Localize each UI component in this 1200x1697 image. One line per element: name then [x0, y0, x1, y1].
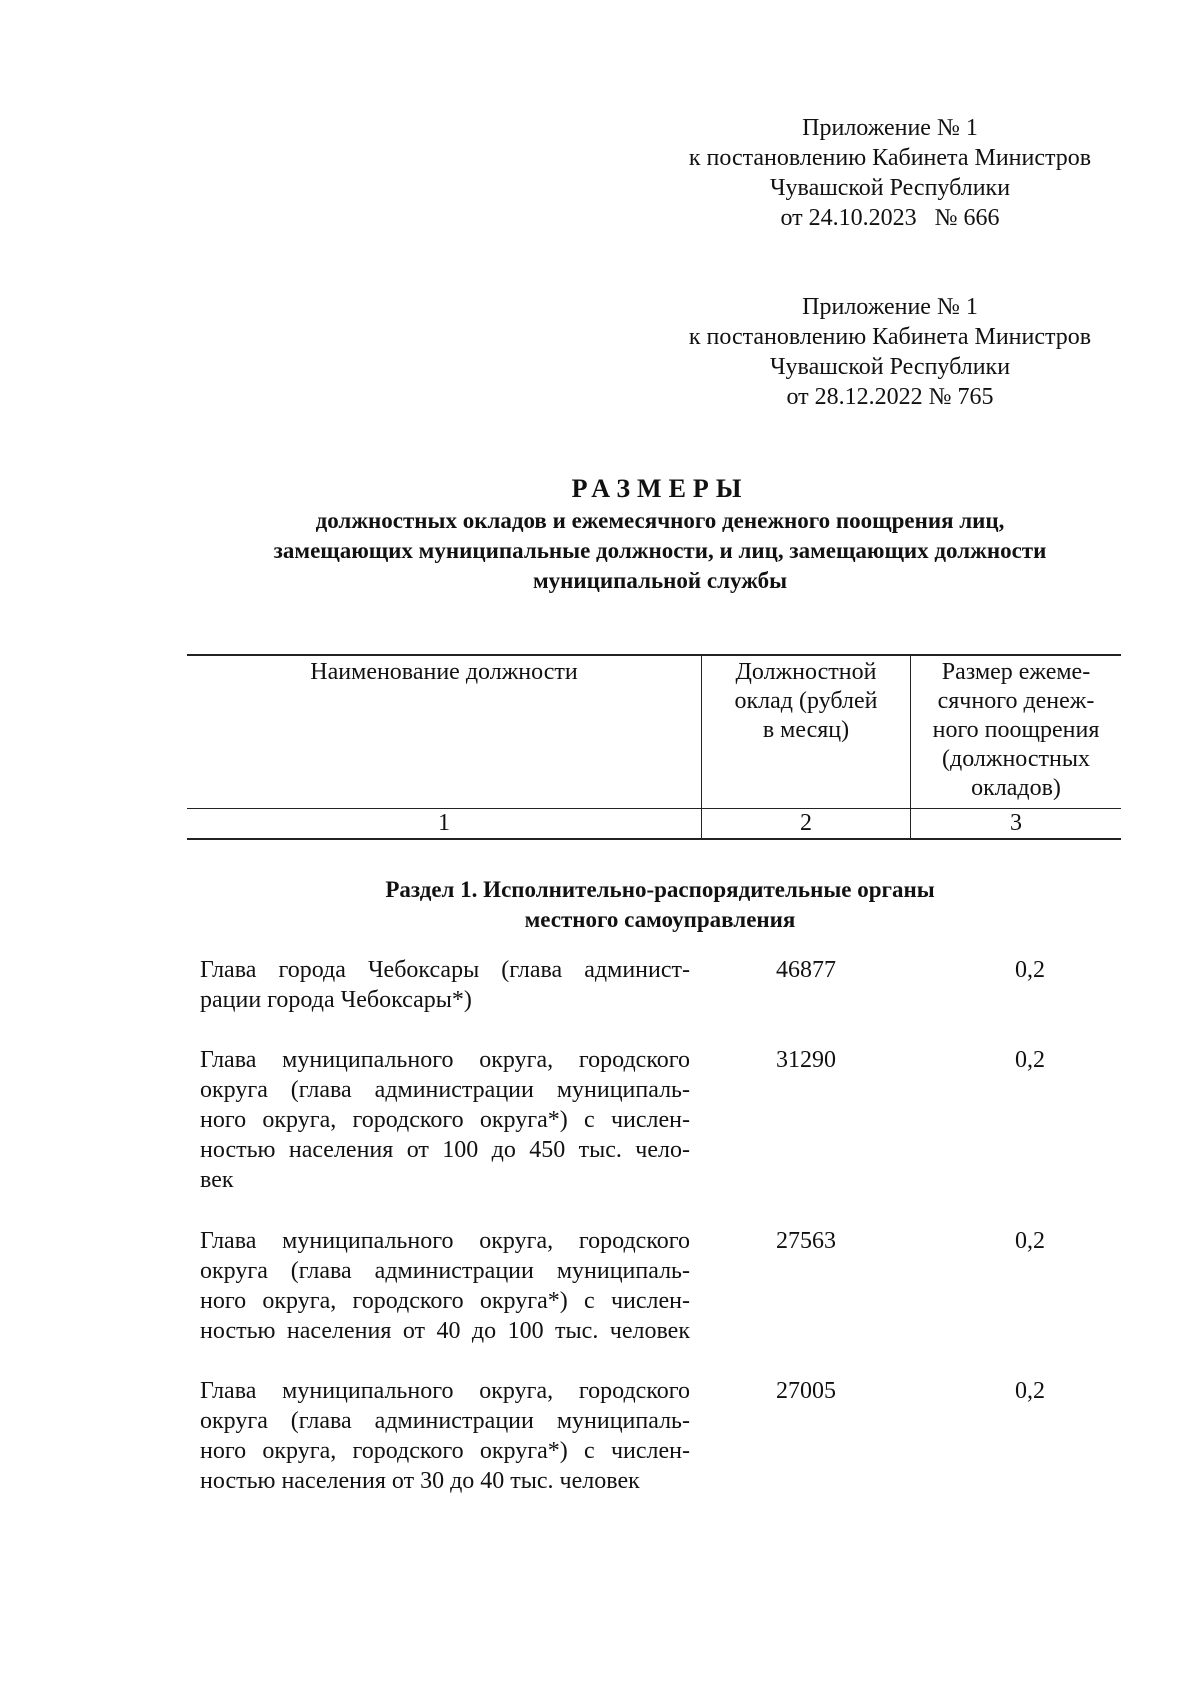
appendix-line: от 24.10.2023 № 666 — [780, 205, 1000, 231]
row-name-line: Глава муниципального округа, городского — [200, 1047, 690, 1073]
row-name-line: Глава муниципального округа, городского — [200, 1228, 690, 1254]
section-title: Раздел 1. Исполнительно-распорядительные органы местного самоуправления — [385, 877, 935, 932]
row-name-line: ного округа, городского округа*) с числен- — [200, 1107, 690, 1133]
row-position-name — [200, 1376, 690, 1496]
row-name-line: Глава муниципального округа, городского — [200, 1378, 690, 1404]
row-name-line: округа (глава администрации муниципаль- — [200, 1408, 690, 1434]
title-subtitle: должностных окладов и ежемесячного денежного поощрения лиц, замещающих муниципальные должности, и лиц, замещающих должности муниципальной службы — [273, 508, 1047, 593]
row-name-line: ного округа, городского округа*) с числен- — [200, 1438, 690, 1464]
row-name-line: Глава города Чебоксары (глава админист- — [200, 957, 690, 983]
header-position-name: Наименование должности — [187, 655, 702, 809]
appendix-current-header — [660, 113, 1120, 233]
appendix-line: Чувашской Республики — [769, 354, 1011, 380]
row-name-line: округа (глава администрации муниципаль- — [200, 1258, 690, 1284]
row-name-line: ного округа, городского округа*) с числен- — [200, 1288, 690, 1314]
row-name-line: округа (глава администрации муниципаль- — [200, 1077, 690, 1103]
row-bonus: 0,2 — [1015, 1378, 1045, 1404]
row-salary: 31290 — [776, 1047, 836, 1073]
table-column-numbers — [187, 809, 1121, 840]
appendix-line: Чувашской Республики — [769, 175, 1011, 201]
appendix-line: от 28.12.2022 № 765 — [786, 384, 994, 410]
title-main: РАЗМЕРЫ — [571, 474, 749, 503]
row-name-line: ностью населения от 100 до 450 тыс. чело- — [200, 1137, 690, 1163]
row-position-name — [200, 1045, 690, 1195]
table-header — [187, 654, 1121, 840]
row-name-line: век — [200, 1167, 234, 1193]
header-bonus: Размер ежеме- сячного денеж- ного поощрения (должностных окладов) — [911, 655, 1122, 809]
row-name-line: рации города Чебоксары*) — [200, 987, 472, 1013]
appendix-previous-header — [660, 292, 1120, 412]
row-position-name — [200, 1226, 690, 1346]
appendix-line: Приложение № 1 — [802, 115, 978, 141]
document-title — [120, 472, 1200, 596]
row-position-name — [200, 955, 690, 1015]
column-number-3: 3 — [911, 809, 1122, 840]
column-number-1: 1 — [187, 809, 702, 840]
row-salary: 27005 — [776, 1378, 836, 1404]
row-salary: 46877 — [776, 957, 836, 983]
appendix-line: к постановлению Кабинета Министров — [688, 324, 1092, 350]
column-number-2: 2 — [702, 809, 911, 840]
row-name-line: ностью населения от 30 до 40 тыс. человек — [200, 1468, 640, 1494]
appendix-line: к постановлению Кабинета Министров — [688, 145, 1092, 171]
row-salary: 27563 — [776, 1228, 836, 1254]
table-header-row — [187, 655, 1121, 809]
row-bonus: 0,2 — [1015, 1047, 1045, 1073]
row-bonus: 0,2 — [1015, 1228, 1045, 1254]
row-name-line: ностью населения от 40 до 100 тыс. человек — [200, 1318, 690, 1344]
row-bonus: 0,2 — [1015, 957, 1045, 983]
appendix-line: Приложение № 1 — [802, 294, 978, 320]
header-salary: Должностной оклад (рублей в месяц) — [702, 655, 911, 809]
